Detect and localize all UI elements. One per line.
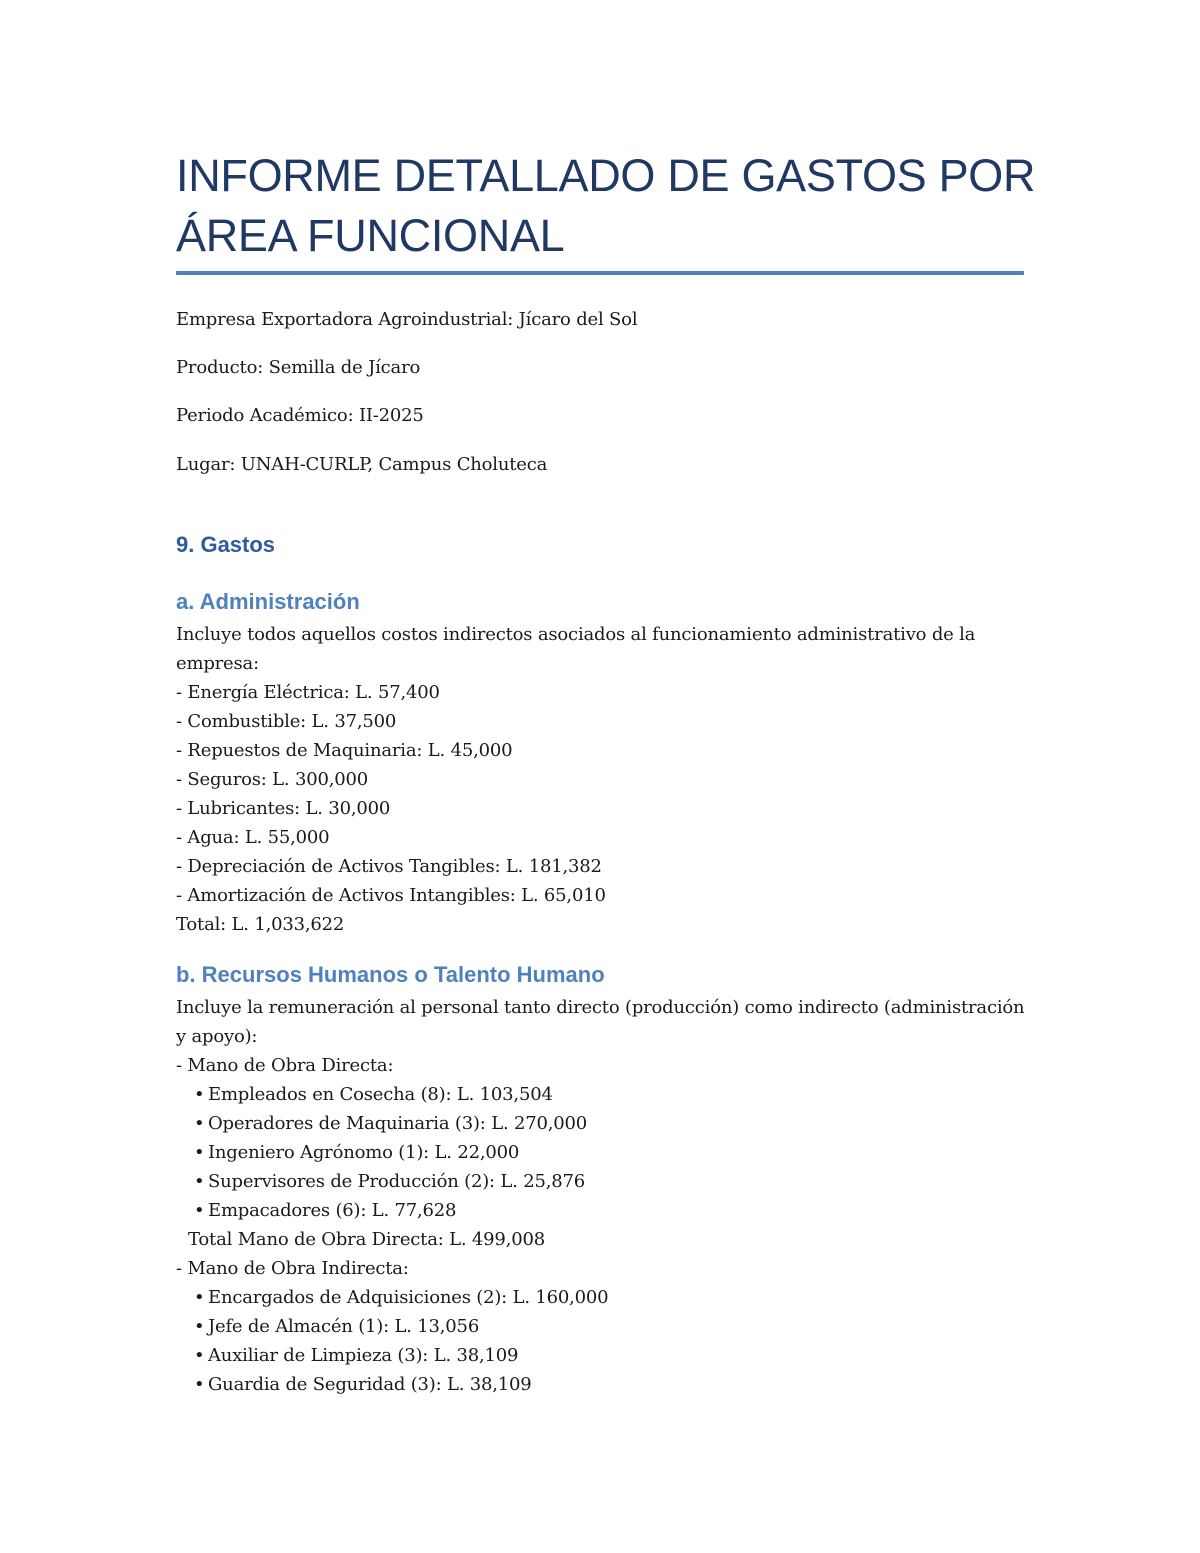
hr-indirect-label: - Mano de Obra Indirecta: [176, 1258, 409, 1279]
admin-item-amortizacion: - Amortización de Activos Intangibles: L. 65,010 [176, 885, 606, 906]
hr-direct-item-operadores [176, 1109, 1036, 1138]
subsection-heading-recursos-humanos: b. Recursos Humanos o Talento Humano [176, 962, 605, 987]
hr-indirect-item-text: Jefe de Almacén (1): L. 13,056 [208, 1316, 480, 1337]
document-title: INFORME DETALLADO DE GASTOS POR ÁREA FUNCIONAL [176, 150, 1036, 261]
admin-item-repuestos: - Repuestos de Maquinaria: L. 45,000 [176, 740, 513, 761]
bullet-icon: • [194, 1374, 205, 1395]
title-underline [176, 271, 1024, 275]
hr-direct-item-text: Supervisores de Producción (2): L. 25,876 [208, 1171, 586, 1192]
meta-company: Empresa Exportadora Agroindustrial: Jícaro del Sol [176, 309, 638, 330]
hr-indirect-item-text: Auxiliar de Limpieza (3): L. 38,109 [208, 1345, 519, 1366]
meta-period: Periodo Académico: II-2025 [176, 405, 424, 426]
hr-indirect-item-almacen [176, 1312, 1036, 1341]
admin-item-agua: - Agua: L. 55,000 [176, 827, 330, 848]
hr-direct-item-text: Operadores de Maquinaria (3): L. 270,000 [208, 1113, 588, 1134]
meta-location: Lugar: UNAH-CURLP, Campus Choluteca [176, 454, 548, 475]
bullet-icon: • [194, 1200, 205, 1221]
hr-intro: Incluye la remuneración al personal tanto directo (producción) como indirecto (administración y apoyo): [176, 997, 1025, 1047]
admin-item-energia: - Energía Eléctrica: L. 57,400 [176, 682, 440, 703]
bullet-icon: • [194, 1142, 205, 1163]
hr-indirect-item-text: Encargados de Adquisiciones (2): L. 160,000 [208, 1287, 609, 1308]
section-heading-gastos: 9. Gastos [176, 532, 276, 557]
hr-direct-item-text: Ingeniero Agrónomo (1): L. 22,000 [208, 1142, 520, 1163]
hr-direct-item-supervisores [176, 1167, 1036, 1196]
bullet-icon: • [194, 1287, 205, 1308]
hr-direct-item-empacadores [176, 1196, 1036, 1225]
hr-indirect-item-limpieza [176, 1341, 1036, 1370]
hr-direct-label: - Mano de Obra Directa: [176, 1055, 394, 1076]
meta-product: Producto: Semilla de Jícaro [176, 357, 421, 378]
hr-direct-item-ingeniero [176, 1138, 1036, 1167]
hr-direct-item-cosecha [176, 1080, 1036, 1109]
hr-direct-item-text: Empleados en Cosecha (8): L. 103,504 [208, 1084, 553, 1105]
admin-block [176, 620, 1036, 939]
bullet-icon: • [194, 1113, 205, 1134]
hr-direct-item-text: Empacadores (6): L. 77,628 [208, 1200, 457, 1221]
subsection-heading-administracion: a. Administración [176, 589, 360, 614]
hr-indirect-item-text: Guardia de Seguridad (3): L. 38,109 [208, 1374, 532, 1395]
bullet-icon: • [194, 1084, 205, 1105]
admin-item-lubricantes: - Lubricantes: L. 30,000 [176, 798, 391, 819]
admin-item-combustible: - Combustible: L. 37,500 [176, 711, 397, 732]
hr-direct-total: Total Mano de Obra Directa: L. 499,008 [188, 1229, 545, 1250]
hr-block [176, 993, 1036, 1399]
admin-total: Total: L. 1,033,622 [176, 914, 345, 935]
admin-item-depreciacion: - Depreciación de Activos Tangibles: L. 181,382 [176, 856, 602, 877]
bullet-icon: • [194, 1345, 205, 1366]
bullet-icon: • [194, 1171, 205, 1192]
admin-intro: Incluye todos aquellos costos indirectos asociados al funcionamiento administrativo de la empresa: [176, 624, 976, 674]
hr-indirect-item-adquisiciones [176, 1283, 1036, 1312]
admin-item-seguros: - Seguros: L. 300,000 [176, 769, 368, 790]
hr-indirect-item-seguridad [176, 1370, 1036, 1399]
bullet-icon: • [194, 1316, 205, 1337]
